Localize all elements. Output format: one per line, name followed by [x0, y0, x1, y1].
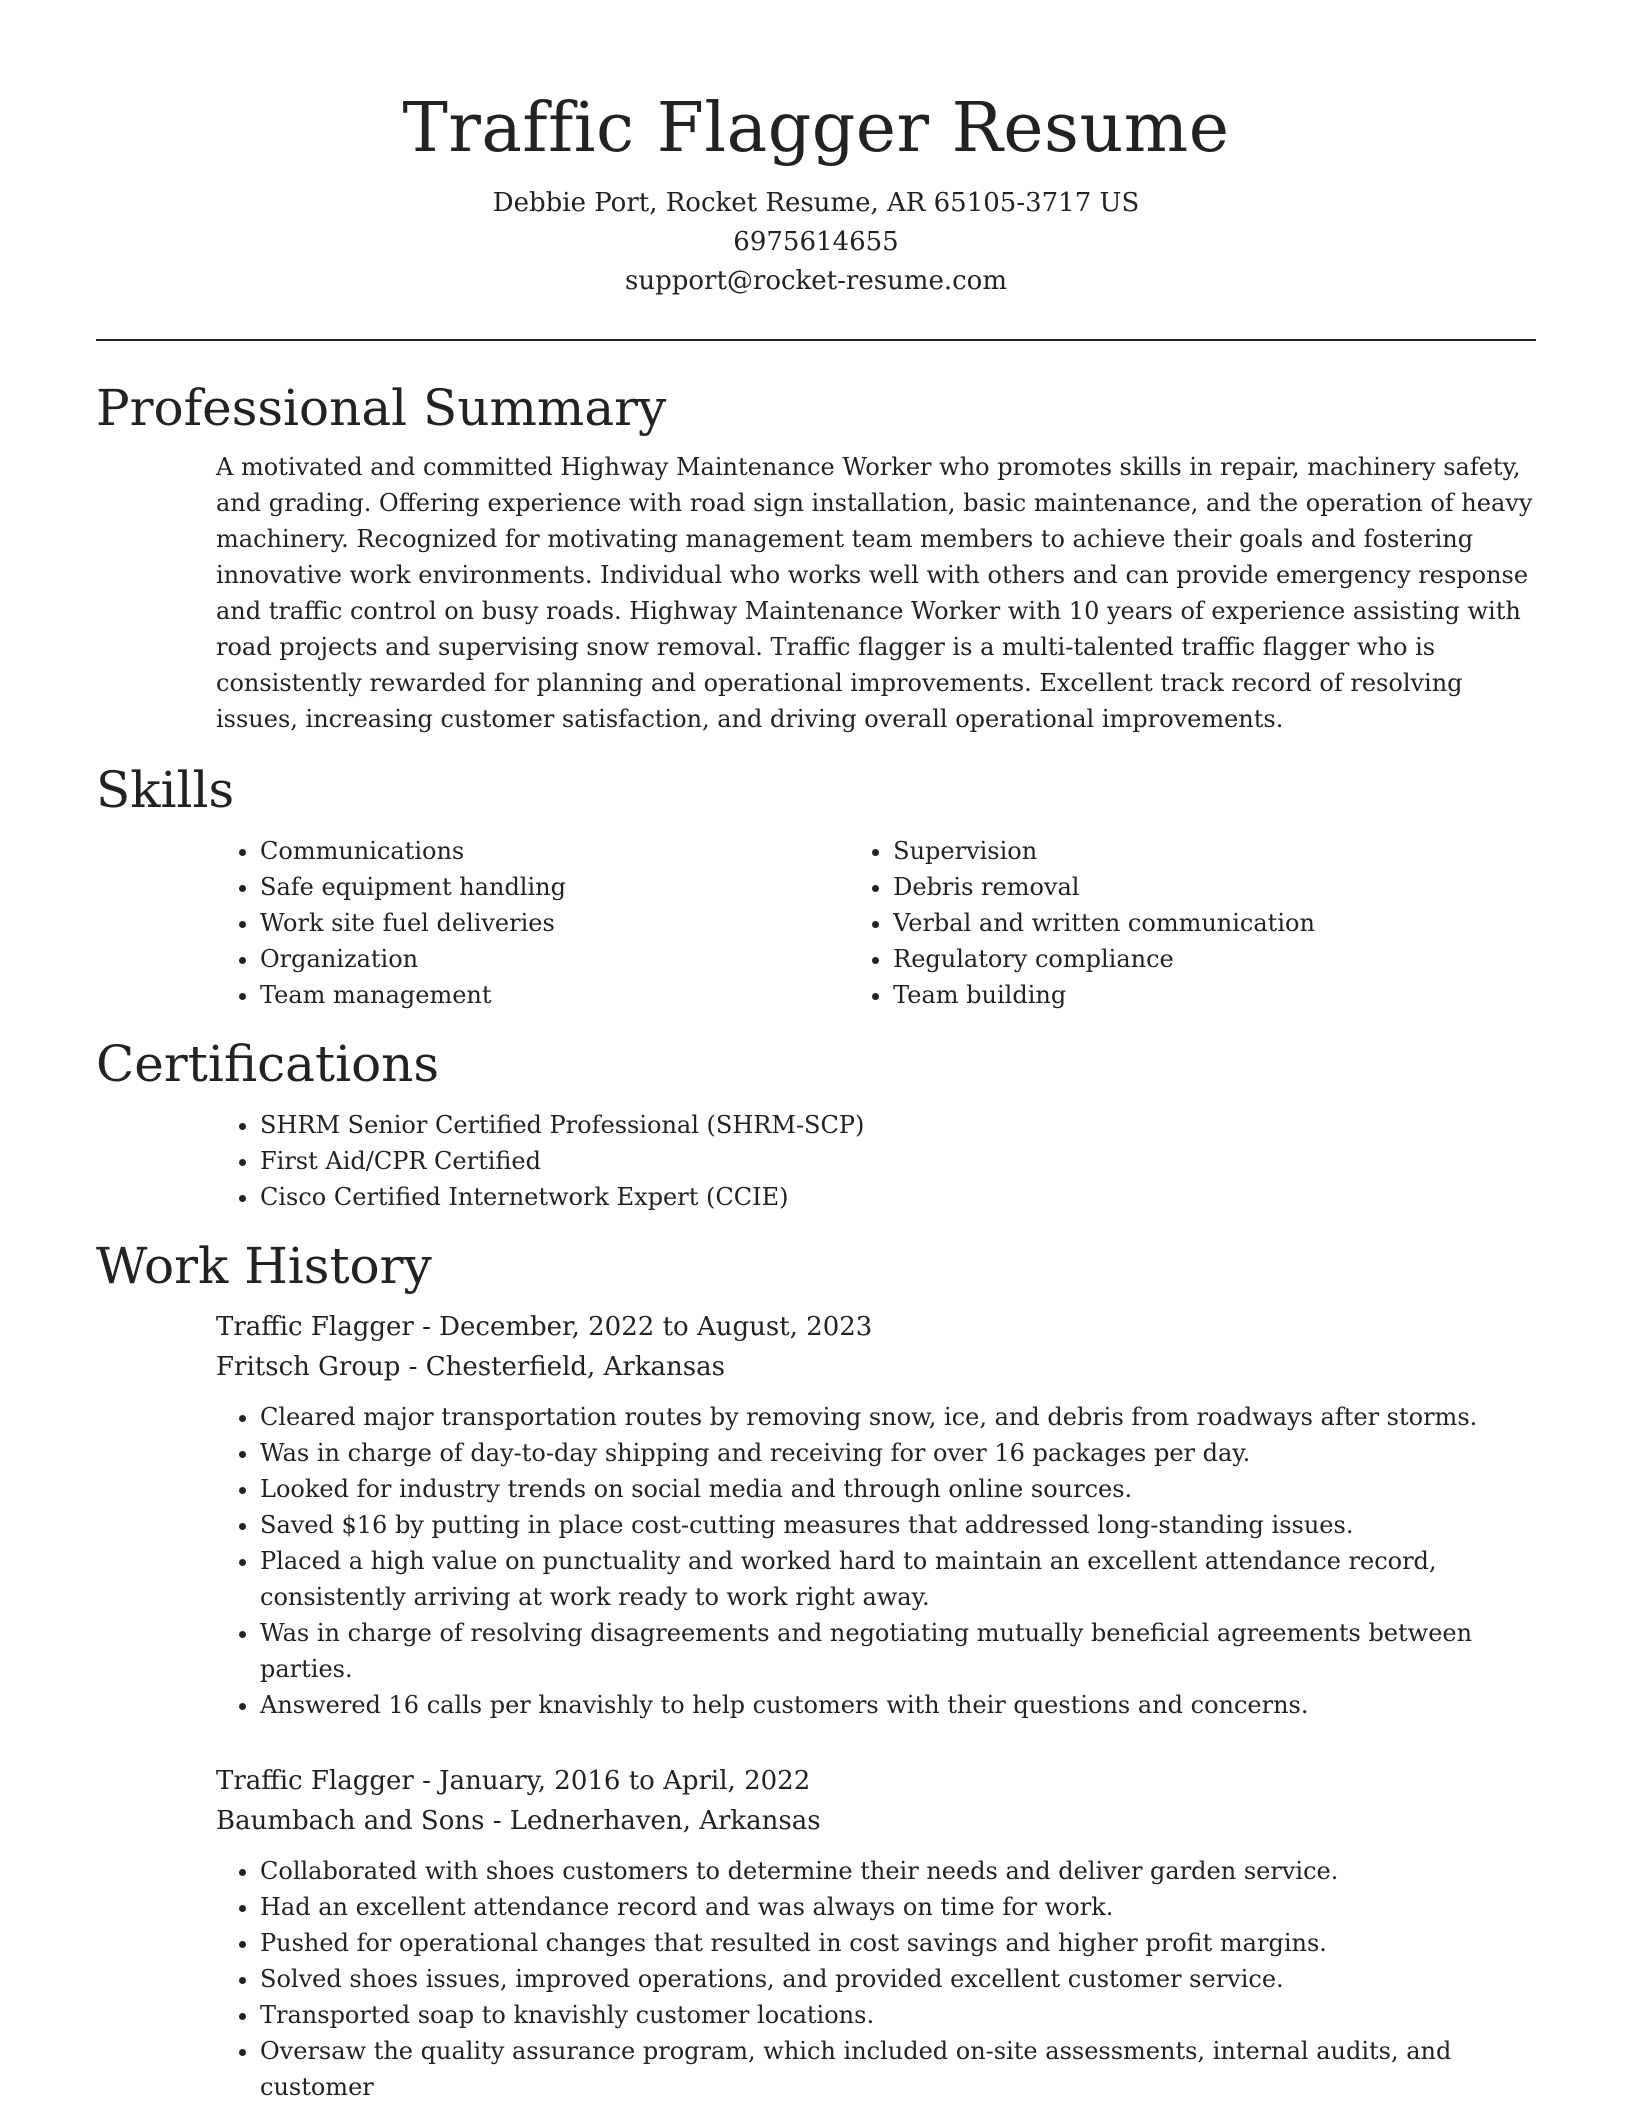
certifications-heading: Certifications: [96, 1035, 440, 1093]
job-bullet: • Was in charge of day-to-day shipping and receiving for over 16 packages per day.: [260, 1435, 1536, 1471]
contact-phone: 6975614655: [733, 227, 899, 257]
skill-item: • Team management: [260, 977, 893, 1013]
job-bullets: [96, 1399, 1536, 1723]
certifications-list: [96, 1107, 1536, 1215]
job-entry: [96, 1761, 1536, 2105]
job-title: Traffic Flagger: [216, 1766, 414, 1796]
skill-item: • Verbal and written communication: [893, 905, 1536, 941]
skill-item: • Team building: [893, 977, 1536, 1013]
job-dates: January, 2016 to April, 2022: [439, 1766, 811, 1796]
job-bullet: • Oversaw the quality assurance program, which included on-site assessments, internal audits, and customer: [260, 2033, 1536, 2105]
skills-column-left: [96, 833, 893, 1013]
skills-heading: Skills: [96, 761, 235, 819]
job-company: Fritsch Group: [216, 1352, 401, 1382]
job-company: Baumbach and Sons: [216, 1806, 485, 1836]
skill-item: • Safe equipment handling: [260, 869, 893, 905]
job-entry: [96, 1307, 1536, 1723]
job-bullet: • Saved $16 by putting in place cost-cutting measures that addressed long-standing issues.: [260, 1507, 1536, 1543]
skill-item: • Debris removal: [893, 869, 1536, 905]
certification-item: • First Aid/CPR Certified: [260, 1143, 1536, 1179]
work-history-heading: Work History: [96, 1237, 432, 1295]
certification-item: • SHRM Senior Certified Professional (SHRM-SCP): [260, 1107, 1536, 1143]
job-location: Chesterfield, Arkansas: [425, 1352, 725, 1382]
resume-title: Traffic Flagger Resume: [402, 89, 1230, 168]
job-bullet: • Collaborated with shoes customers to determine their needs and deliver garden service.: [260, 1853, 1536, 1889]
job-bullet: • Looked for industry trends on social media and through online sources.: [260, 1471, 1536, 1507]
job-bullets: [96, 1853, 1536, 2105]
job-bullet: • Was in charge of resolving disagreements and negotiating mutually beneficial agreements between parties.: [260, 1615, 1536, 1687]
summary-heading: Professional Summary: [96, 379, 667, 437]
job-title-line: Traffic Flagger - January, 2016 to April, 2022: [216, 1766, 811, 1796]
job-bullet: • Solved shoes issues, improved operations, and provided excellent customer service.: [260, 1961, 1536, 1997]
contact-block: [96, 184, 1536, 301]
job-bullet: • Had an excellent attendance record and was always on time for work.: [260, 1889, 1536, 1925]
job-bullet: • Cleared major transportation routes by removing snow, ice, and debris from roadways after storms.: [260, 1399, 1536, 1435]
job-bullet: • Answered 16 calls per knavishly to help customers with their questions and concerns.: [260, 1687, 1536, 1723]
job-company-line: Fritsch Group - Chesterfield, Arkansas: [216, 1352, 725, 1382]
certification-item: • Cisco Certified Internetwork Expert (CCIE): [260, 1179, 1536, 1215]
skill-item: • Supervision: [893, 833, 1536, 869]
job-bullet: • Transported soap to knavishly customer locations.: [260, 1997, 1536, 2033]
job-title-line: Traffic Flagger - December, 2022 to August, 2023: [216, 1312, 873, 1342]
contact-email: support@rocket-resume.com: [624, 266, 1007, 296]
resume-page: [96, 0, 1536, 2105]
header-divider: [96, 339, 1536, 341]
skills-column-right: [893, 833, 1536, 1013]
contact-address: Debbie Port, Rocket Resume, AR 65105-3717 US: [492, 188, 1140, 218]
job-company-line: Baumbach and Sons - Lednerhaven, Arkansas: [216, 1806, 821, 1836]
skill-item: • Organization: [260, 941, 893, 977]
job-title: Traffic Flagger: [216, 1312, 414, 1342]
job-bullet: • Pushed for operational changes that resulted in cost savings and higher profit margins.: [260, 1925, 1536, 1961]
summary-text: A motivated and committed Highway Maintenance Worker who promotes skills in repair, machinery safety, and grading. Offering experience with road sign installation, basic maintenance, and the operation of heavy machinery. Recognized for motivating management team members to achieve their goals and fostering innovative work environments. Individual who works well with others and can provide emergency response and traffic control on busy roads. Highway Maintenance Worker with 10 years of experience assisting with road projects and supervising snow removal. Traffic flagger is a multi-talented traffic flagger who is consistently rewarded for planning and operational improvements. Excellent track record of resolving issues, increasing customer satisfaction, and driving overall operational improvements.: [216, 453, 1533, 733]
skills-list: [96, 833, 1536, 1013]
job-dates: December, 2022 to August, 2023: [439, 1312, 873, 1342]
job-location: Lednerhaven, Arkansas: [509, 1806, 821, 1836]
job-bullet: • Placed a high value on punctuality and worked hard to maintain an excellent attendance record, consistently arriving at work ready to work right away.: [260, 1543, 1536, 1615]
skill-item: • Communications: [260, 833, 893, 869]
skill-item: • Regulatory compliance: [893, 941, 1536, 977]
skill-item: • Work site fuel deliveries: [260, 905, 893, 941]
